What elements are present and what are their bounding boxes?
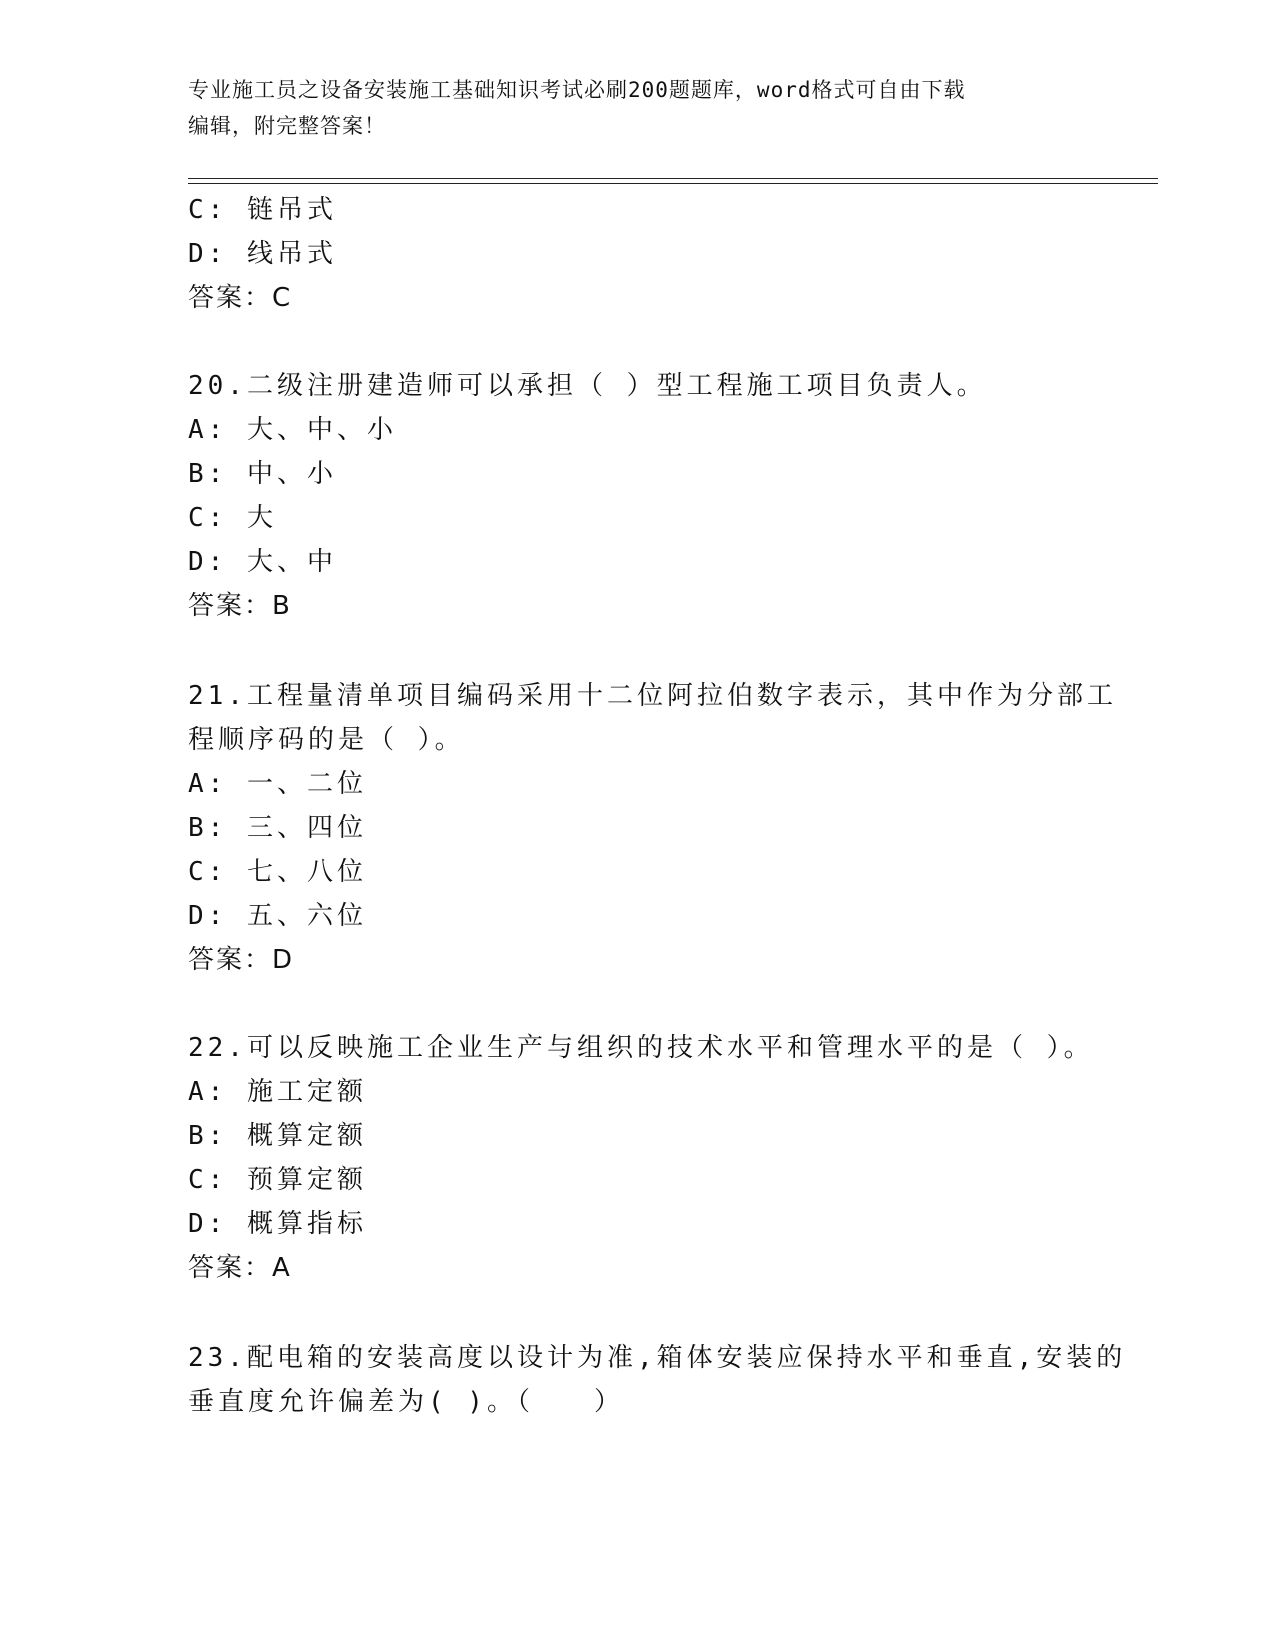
q20-stem: 20.二级注册建造师可以承担（ ）型工程施工项目负责人。 (188, 371, 987, 401)
header-title-line-1: 专业施工员之设备安装施工基础知识考试必刷200题题库，word格式可自由下载 (188, 78, 966, 102)
q21-answer: 答案：D (188, 945, 295, 975)
q21-option-c: C: 七、八位 (188, 857, 367, 887)
q19-option-c: C: 链吊式 (188, 195, 337, 225)
q22-answer: 答案：A (188, 1253, 292, 1283)
q20-option-b: B: 中、小 (188, 459, 337, 489)
q22-option-a: A: 施工定额 (188, 1077, 367, 1107)
q22-option-d: D: 概算指标 (188, 1209, 367, 1239)
q21-stem-line-1: 21.工程量清单项目编码采用十二位阿拉伯数字表示，其中作为分部工 (188, 681, 1117, 711)
q20-option-a: A: 大、中、小 (188, 415, 397, 445)
q21-option-b: B: 三、四位 (188, 813, 367, 843)
q19-answer: 答案：C (188, 283, 293, 313)
q22-option-c: C: 预算定额 (188, 1165, 367, 1195)
q21-stem-line-2: 程顺序码的是（ ）。 (188, 725, 465, 755)
q19-option-d: D: 线吊式 (188, 239, 337, 269)
q23-stem-line-1: 23.配电箱的安装高度以设计为准,箱体安装应保持水平和垂直,安装的 (188, 1343, 1127, 1373)
header-title-line-2: 编辑，附完整答案！ (188, 114, 386, 138)
header-divider-bottom (188, 183, 1158, 184)
q22-option-b: B: 概算定额 (188, 1121, 367, 1151)
q20-answer: 答案：B (188, 591, 292, 621)
q20-option-c: C: 大 (188, 503, 277, 533)
q23-stem-line-2: 垂直度允许偏差为( )。（ ） (188, 1387, 624, 1417)
q21-option-d: D: 五、六位 (188, 901, 367, 931)
document-header (188, 72, 1088, 144)
header-divider-top (188, 178, 1158, 179)
q21-option-a: A: 一、二位 (188, 769, 367, 799)
q22-stem: 22.可以反映施工企业生产与组织的技术水平和管理水平的是（ ）。 (188, 1033, 1094, 1063)
q20-option-d: D: 大、中 (188, 547, 337, 577)
